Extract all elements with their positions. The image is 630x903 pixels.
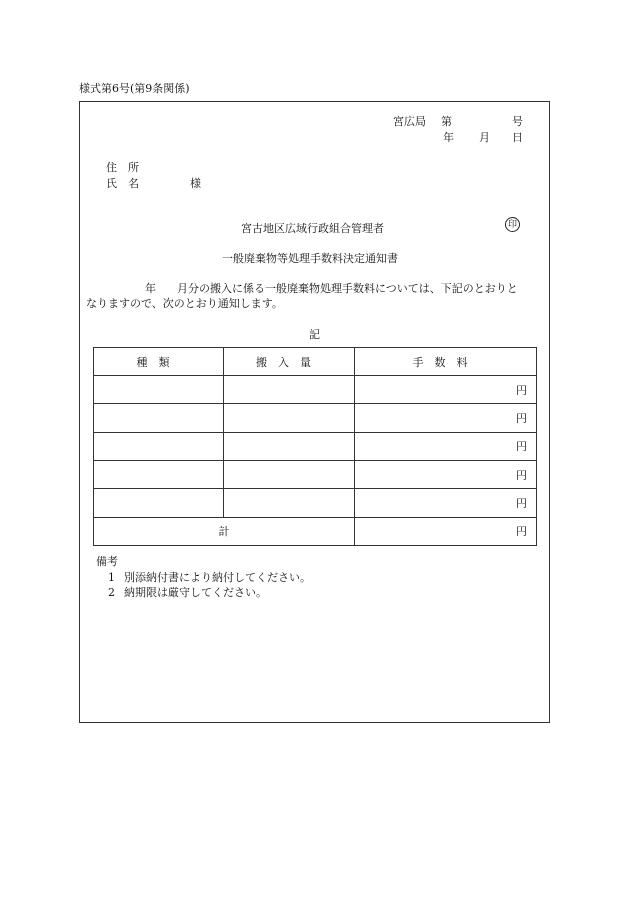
- remark-number: 1: [108, 571, 115, 584]
- cell-type[interactable]: [94, 489, 224, 517]
- cell-amount[interactable]: [224, 432, 355, 460]
- date-month: 月: [479, 131, 490, 144]
- header-type: 種類: [94, 348, 224, 376]
- body-year: 年: [145, 282, 156, 295]
- cell-fee[interactable]: 円: [355, 460, 537, 488]
- total-fee[interactable]: 円: [355, 517, 537, 545]
- date-year: 年: [443, 131, 454, 144]
- remark-item: [108, 569, 311, 585]
- remark-text: 納期限は厳守してください。: [124, 586, 267, 599]
- cell-amount[interactable]: [224, 489, 355, 517]
- table-row: [94, 489, 537, 517]
- cell-type[interactable]: [94, 404, 224, 432]
- table-row: [94, 432, 537, 460]
- document-title: 一般廃棄物等処理手数料決定通知書: [222, 252, 398, 265]
- name-label: 氏 名: [106, 177, 139, 190]
- cell-fee[interactable]: 円: [355, 432, 537, 460]
- remark-item: [108, 584, 267, 600]
- body-text-line1: [145, 280, 518, 296]
- header-fee: 手数料: [355, 348, 537, 376]
- cell-fee[interactable]: 円: [355, 404, 537, 432]
- header-amount: 搬入量: [224, 348, 355, 376]
- form-number-title: 様式第6号(第9条関係): [79, 82, 190, 95]
- fee-table: [93, 347, 537, 546]
- date-day: 日: [512, 131, 523, 144]
- remarks-title: 備考: [96, 555, 118, 568]
- remark-number: 2: [108, 586, 115, 599]
- cell-type[interactable]: [94, 376, 224, 404]
- seal-mark: 印: [505, 217, 520, 232]
- remark-text: 別添納付書により納付してください。: [124, 571, 311, 584]
- cell-fee[interactable]: 円: [355, 489, 537, 517]
- table-row: [94, 460, 537, 488]
- honorific: 様: [190, 177, 201, 190]
- ki-heading: 記: [309, 328, 320, 341]
- number-label: 第: [441, 115, 452, 128]
- cell-type[interactable]: [94, 460, 224, 488]
- address-label: 住 所: [106, 161, 139, 174]
- issuer-name: 宮古地区広域行政組合管理者: [241, 222, 384, 235]
- cell-fee[interactable]: 円: [355, 376, 537, 404]
- cell-amount[interactable]: [224, 460, 355, 488]
- table-row: [94, 404, 537, 432]
- table-row: [94, 376, 537, 404]
- cell-amount[interactable]: [224, 404, 355, 432]
- office-prefix: 宮広局: [393, 115, 426, 128]
- cell-type[interactable]: [94, 432, 224, 460]
- table-header-row: [94, 348, 537, 376]
- total-label: 計: [94, 517, 355, 545]
- body-text-line2: なりますので、次のとおり通知します。: [86, 297, 283, 310]
- go-label: 号: [512, 115, 523, 128]
- office-reference: [393, 113, 523, 129]
- cell-amount[interactable]: [224, 376, 355, 404]
- body-line1-text: 月分の搬入に係る一般廃棄物処理手数料については、下記のとおりと: [177, 282, 518, 295]
- table-total-row: [94, 517, 537, 545]
